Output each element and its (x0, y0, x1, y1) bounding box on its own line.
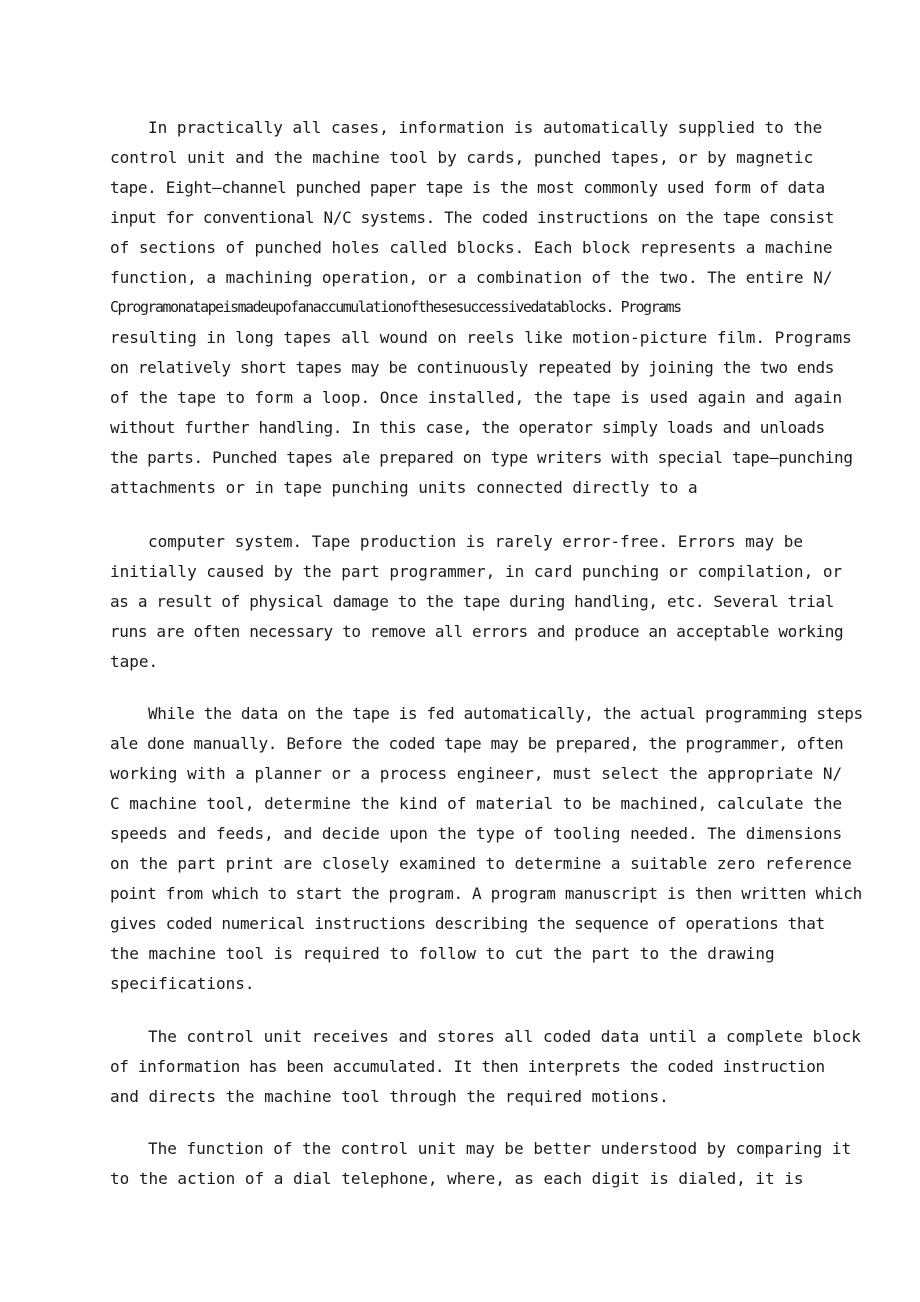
text-line: of information has been accumulated. It then interprets the coded instruction (110, 1057, 825, 1076)
paragraph-manual-programming (110, 699, 890, 999)
text-line: and directs the machine tool through the required motions. (110, 1087, 669, 1106)
text-line: tape. (110, 652, 159, 671)
paragraph-dial-telephone (110, 1134, 890, 1194)
text-line: the parts. Punched tapes ale prepared on type writers with special tape—punching (110, 448, 853, 467)
text-line: tape. Eight—channel punched paper tape is the most commonly used form of data (110, 178, 825, 197)
text-line: initially caused by the part programmer, in card punching or compilation, or (110, 562, 843, 581)
text-line: without further handling. In this case, the operator simply loads and unloads (110, 418, 825, 437)
text-line: C machine tool, determine the kind of material to be machined, calculate the (110, 794, 843, 813)
text-line: working with a planner or a process engineer, must select the appropriate N/ (110, 764, 843, 783)
text-line: ale done manually. Before the coded tape may be prepared, the programmer, often (110, 734, 844, 753)
text-line: point from which to start the program. A program manuscript is then written which (110, 884, 862, 903)
text-line: attachments or in tape punching units connected directly to a (110, 478, 698, 497)
text-line: runs are often necessary to remove all errors and produce an acceptable working (110, 622, 844, 641)
text-line: to the action of a dial telephone, where, as each digit is dialed, it is (110, 1169, 804, 1188)
text-line: specifications. (110, 974, 255, 993)
text-line: as a result of physical damage to the tape during handling, etc. Several trial (110, 592, 835, 611)
text-line: speeds and feeds, and decide upon the type of tooling needed. The dimensions (110, 824, 843, 843)
paragraph-data-input (110, 113, 890, 503)
paragraph-control-unit (110, 1022, 890, 1112)
paragraph-tape-errors (110, 527, 890, 677)
text-line: resulting in long tapes all wound on reels like motion-picture film. Programs (110, 328, 852, 347)
text-line: function, a machining operation, or a combination of the two. The entire N/ (110, 268, 833, 287)
text-line: Cprogramonatapeismadeupofanaccumulationofthesesuccessivedatablocks. Programs (110, 299, 681, 316)
text-line: gives coded numerical instructions describing the sequence of operations that (110, 914, 825, 933)
text-line: on relatively short tapes may be continuously repeated by joining the two ends (110, 358, 835, 377)
text-line: computer system. Tape production is rarely error-free. Errors may be (148, 532, 804, 551)
text-line: The control unit receives and stores all coded data until a complete block (148, 1027, 861, 1046)
text-line: In practically all cases, information is automatically supplied to the (148, 118, 823, 137)
text-line: The function of the control unit may be better understood by comparing it (148, 1139, 852, 1158)
text-line: of sections of punched holes called blocks. Each block represents a machine (110, 238, 833, 257)
text-line: on the part print are closely examined to determine a suitable zero reference (110, 854, 852, 873)
text-line: input for conventional N/C systems. The coded instructions on the tape consist (110, 208, 835, 227)
text-line: of the tape to form a loop. Once installed, the tape is used again and again (110, 388, 843, 407)
text-line: While the data on the tape is fed automatically, the actual programming steps (148, 704, 863, 723)
text-line: control unit and the machine tool by cards, punched tapes, or by magnetic (110, 148, 814, 167)
text-line: the machine tool is required to follow to cut the part to the drawing (110, 944, 775, 963)
